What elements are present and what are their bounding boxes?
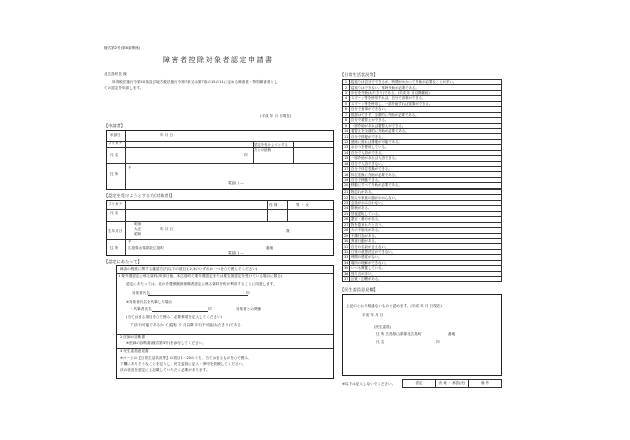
item-number: 29 xyxy=(344,233,349,238)
era-taisho[interactable]: 大正 xyxy=(134,227,142,231)
item1-seal: 印 xyxy=(246,291,250,295)
item-number: 28 xyxy=(344,228,349,233)
era-showa[interactable]: 昭和 xyxy=(134,232,142,236)
subject-name-label: 氏 名 xyxy=(110,211,119,215)
item-number: 20 xyxy=(344,183,349,188)
item-number: 10 xyxy=(344,129,349,134)
addressee: 北広島町長 様 xyxy=(104,72,127,76)
item-number: 24 xyxy=(344,206,349,211)
item-text: 一部介助があれば着替えができる。 xyxy=(350,123,502,128)
item-number: 1 xyxy=(343,80,350,85)
item-number: 22 xyxy=(344,195,349,200)
commissioner-section-label: 【民生委員意見欄】 xyxy=(340,287,378,292)
item-number: 17 xyxy=(344,167,349,172)
item-text: 自分で入浴できない。 xyxy=(350,161,502,166)
item-number: 23 xyxy=(344,201,349,206)
item1-choice: (当てはまる項目を○で囲み、必要事項を記入してください) xyxy=(126,315,222,319)
office-use-note: ※以下は記入しないでください。 xyxy=(342,382,396,386)
applicant-seal: 印 xyxy=(244,153,248,157)
item2-title[interactable]: 2 医師の診断書 xyxy=(120,335,145,339)
applicant-phone[interactable]: 電話( ) — xyxy=(228,181,244,185)
era-meiji[interactable]: 明治 xyxy=(134,222,142,226)
item-text: いつも興奮している。 xyxy=(350,266,502,271)
item-text: 場所の理解ができない。 xyxy=(350,260,502,265)
office-stamp-table xyxy=(402,379,502,388)
list-item[interactable] xyxy=(343,183,502,188)
item-text: 自分で着替えができる。 xyxy=(350,118,502,123)
date-line: (平成 年 月 日現在) xyxy=(260,114,292,118)
subject-banchi: 番地 xyxy=(266,246,274,250)
item-number: 5 xyxy=(343,101,350,106)
item-number: 21 xyxy=(344,190,349,195)
item-text: 便座に座れば排便が可能である。 xyxy=(350,139,502,144)
applicant-name-label: 氏 名 xyxy=(110,153,119,157)
item-text: 暴言・暴行がある。 xyxy=(350,217,502,222)
item-number: 12 xyxy=(344,139,349,144)
subject-sex-options[interactable]: 男 ・ 女 xyxy=(296,203,310,207)
applicant-relation-label: 認定を受けようとする方との続柄 xyxy=(254,143,288,153)
item-text: 排泄はできず、全面的に介助が必要である。 xyxy=(350,112,502,117)
item-text: 日常の意思決定ができない。 xyxy=(350,249,502,254)
item1-relation: 対象者との関係 xyxy=(236,307,262,311)
item-text: 会話がかみ合わない。 xyxy=(350,200,502,205)
item3-title[interactable]: 3 民生委員意見書 xyxy=(120,349,149,353)
applicant-address-label: 住 所 xyxy=(110,172,119,176)
item-text: 不潔行為がある。 xyxy=(350,233,502,238)
item-number: 16 xyxy=(344,161,349,166)
item-text: 物忘れがある。 xyxy=(350,190,502,195)
stamp-col-1: 認定 xyxy=(403,380,436,388)
daily-living-table-a xyxy=(342,79,502,189)
item-number: 19 xyxy=(344,178,349,183)
subject-postal-mark: 〒 xyxy=(128,240,132,244)
certification-header: 障害の程度に関する確認方法(以下の項目1,2,3のいずれか一つを○で囲んでください) xyxy=(120,267,258,271)
daily-living-table-b xyxy=(342,189,502,282)
applicant-furigana-label: フリガナ xyxy=(108,141,123,145)
commissioner-seal: 印 xyxy=(436,340,440,344)
intro-text-2: ての認定を申請します。 xyxy=(104,86,144,90)
subject-birth-label: 生年月日 xyxy=(108,229,123,233)
item1-title[interactable]: 1 要介護認定に係る資料(申請日後、本広島町で要介護認定または要支援認定を受けている場合に限る) xyxy=(118,274,283,278)
item1-proxy: ・代筆者氏名 xyxy=(130,307,152,311)
item-text: おむつを使用している。 xyxy=(350,145,502,150)
item-text: 火の不始末がある。 xyxy=(350,228,502,233)
item-number: 32 xyxy=(344,249,349,254)
item1-name: 対象者氏名 xyxy=(132,291,150,295)
applicant-date-field[interactable]: 年 月 日 xyxy=(160,133,174,137)
item-text: 体位変換に介助が必要である。 xyxy=(350,172,502,177)
item-number: 11 xyxy=(344,134,349,139)
item-number: 34 xyxy=(344,260,349,265)
item-text: 自分で移動できる。 xyxy=(350,177,502,182)
item-number: 25 xyxy=(344,211,349,216)
item-number: 4 xyxy=(343,96,350,101)
item-number: 30 xyxy=(344,239,349,244)
item-number: 7 xyxy=(343,112,350,117)
item1-text: 認定にあたっては、北の介護保険被保険者認定に係る資料を町が利用することに同意します。 xyxy=(126,282,277,286)
item3-text-2: 下欄にありそうなことを記入し、民生委員に記入・押印を依頼してください。 xyxy=(120,362,246,366)
item-number: 31 xyxy=(344,244,349,249)
commissioner-date[interactable]: 平成 年 月 日 xyxy=(362,313,384,317)
list-item[interactable] xyxy=(343,277,502,282)
item-text: 異食行動がある。 xyxy=(350,238,502,243)
item-number: 2 xyxy=(343,85,350,90)
item-text: 自分で排便ができる。 xyxy=(350,134,502,139)
item-text: 徘徊がある。 xyxy=(350,206,502,211)
item-text: スプーン等を使用すれば、自分で食事ができる。 xyxy=(350,96,502,101)
item-text: 時間の感覚がない。 xyxy=(350,255,502,260)
item-number: 3 xyxy=(343,90,350,95)
item-number: 35 xyxy=(344,266,349,271)
item-number: 33 xyxy=(344,255,349,260)
item3-text-1: ※ページの【日常生活状況等】の項目1〜20のうち、当てはまるものを○で囲み、 xyxy=(120,356,252,360)
stamp-col-2: 決 裁 ・ 承認(決) xyxy=(436,380,469,388)
item-number: 27 xyxy=(344,222,349,227)
applicant-postal-mark: 〒 xyxy=(128,166,132,170)
applicant-box xyxy=(106,130,334,190)
item-text: 物を盗まれたと言う。 xyxy=(350,222,502,227)
subject-furigana-label: フリガナ xyxy=(108,202,123,206)
subject-address-prefix: 広島県山県郡北広島町 xyxy=(128,246,164,250)
item-number: 18 xyxy=(344,172,349,177)
commissioner-title: (民生委員) xyxy=(374,325,392,329)
commissioner-address: 住 所 広島県山県郡北広島町 xyxy=(376,332,422,336)
item1-options[interactable]: ア)歩行可能であるか イ)寝転 ウ 月以降 歩行不可能(ねたきり)である xyxy=(130,323,241,327)
form-number: 様式第2号(第8条関係) xyxy=(104,46,141,50)
item-text: 寝返りは自分でできるが、時間がかかって介助が必要なことが多い。 xyxy=(350,80,502,85)
item-text: 独り言が多い。 xyxy=(350,271,502,276)
form-title: 障害者控除対象者認定申請書 xyxy=(163,56,274,64)
item-text: 自分で入浴ができる。 xyxy=(350,150,502,155)
item-text: 昼夜逆転している。 xyxy=(350,211,502,216)
subject-phone[interactable]: 電話( ) — xyxy=(228,251,244,255)
commissioner-banchi: 番地 xyxy=(448,332,456,336)
subject-section-label: 【認定を受けようとする方(対象者)】 xyxy=(104,193,175,198)
item-text: 自分で食事ができない。 xyxy=(350,107,502,112)
item-text: 知人や家族の顔がわからない。 xyxy=(350,195,502,200)
commissioner-name: 氏 名 xyxy=(376,340,385,344)
item-text: スプーン等を使用し、一部介助すれば食事ができる。 xyxy=(350,101,502,106)
item3-text-3: 状の状況を認定に上記載していただく必要があります。 xyxy=(120,368,210,372)
commissioner-text: 上記のとおり相違ないものと認めます。(平成 年 月 日現在) xyxy=(346,304,442,308)
item-number: 8 xyxy=(343,118,350,123)
item-text: 寝返りはできない。常時介助が必要である。 xyxy=(350,85,502,90)
item-number: 26 xyxy=(344,217,349,222)
item-text: 移動にすべて介助が必要である。 xyxy=(350,183,502,188)
item-text: 歩行を介助(ねたきり)である。(平成 年 月以降継続) xyxy=(350,90,502,95)
subject-age-suffix: 歳 xyxy=(286,229,290,233)
item-text: 自分で体位変換ができる。 xyxy=(350,167,502,172)
item-text: 自分の名前が言えない。 xyxy=(350,244,502,249)
applicant-date-label: 申請日 xyxy=(110,133,121,137)
item-number: 37 xyxy=(344,277,349,282)
item-number: 15 xyxy=(344,156,349,161)
subject-birth-field[interactable]: 年 月 日 xyxy=(160,227,174,231)
item2-text: ※医師の診断書(様式第3号)を添付してください。 xyxy=(126,341,206,345)
item1-proxy-seal: 印 xyxy=(208,307,212,311)
item-number: 9 xyxy=(343,123,350,128)
subject-sex-label: 性 別 xyxy=(269,203,278,207)
stamp-col-3: 備 考 xyxy=(469,380,502,388)
item-text: 着替えを全面的に介助が必要である。 xyxy=(350,128,502,133)
certification-section-label: 【認定にあたって】 xyxy=(104,259,142,264)
item-number: 13 xyxy=(344,145,349,150)
item-number: 6 xyxy=(343,107,350,112)
intro-text: 所得税法施行令第10条及び地方税法施行令第7条又は第7条の15の11に定める障害者・特別障害者とし xyxy=(112,80,278,84)
item-number: 36 xyxy=(344,271,349,276)
item-text: 一部介助があれば入浴できる。 xyxy=(350,156,502,161)
item-text: 幻覚・幻聴がある。 xyxy=(350,277,502,282)
item-number: 14 xyxy=(344,150,349,155)
subject-address-label: 住 所 xyxy=(110,246,119,250)
daily-living-section-label: 【日常生活状況等】 xyxy=(340,72,378,77)
applicant-section-label: 【申請者】 xyxy=(104,123,125,128)
item1-note: ※対象者氏名を代筆した場合 xyxy=(126,300,173,304)
